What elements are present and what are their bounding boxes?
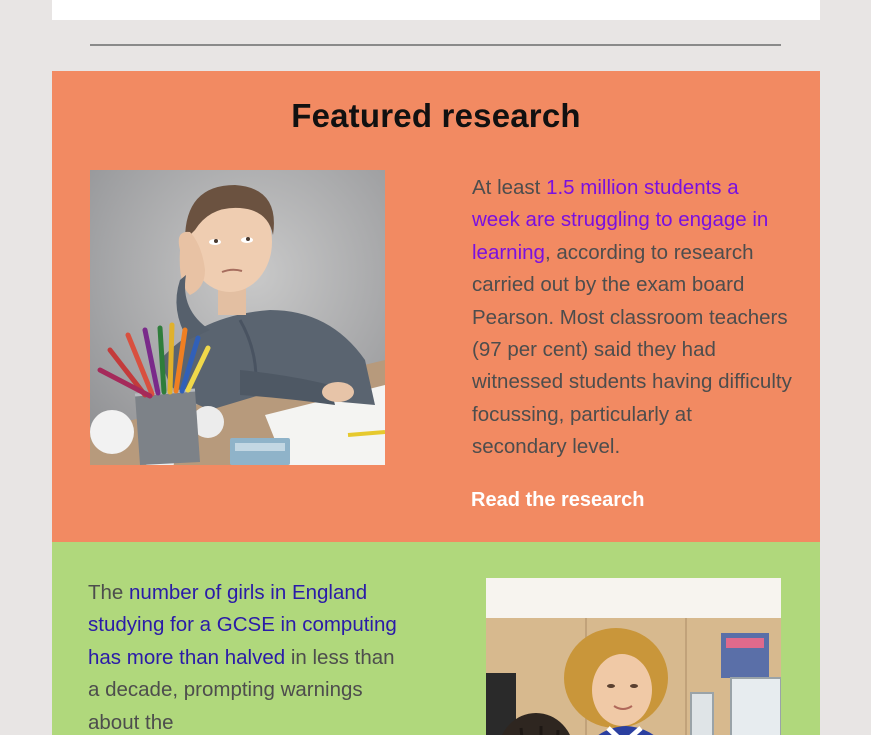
read-the-research-link[interactable]: Read the research (471, 489, 645, 511)
featured-research-section (52, 71, 820, 542)
classroom-computers-photo (486, 578, 781, 735)
computing-paragraph (88, 577, 398, 735)
section-divider (90, 44, 781, 46)
featured-research-link[interactable]: 1.5 million students a week are struggling to engage in learning (472, 176, 769, 264)
featured-text-suffix: , according to research carried out by the exam board Pearson. Most classroom teachers (97 per cent) said they had witnessed students having difficulty focussing, particularly at secondary level. (472, 240, 792, 459)
computing-text-suffix: in less than a decade, prompting warnings about the (88, 645, 395, 734)
bored-boy-photo (90, 170, 385, 465)
featured-paragraph (472, 172, 792, 464)
computing-girls-link[interactable]: number of girls in England studying for a GCSE in computing has more than halved (88, 581, 397, 669)
top-white-panel (52, 0, 820, 20)
computing-text-prefix: The (88, 581, 130, 604)
computing-story-section (52, 542, 820, 735)
featured-text-prefix: At least (472, 176, 547, 199)
featured-title: Featured research (291, 97, 581, 134)
